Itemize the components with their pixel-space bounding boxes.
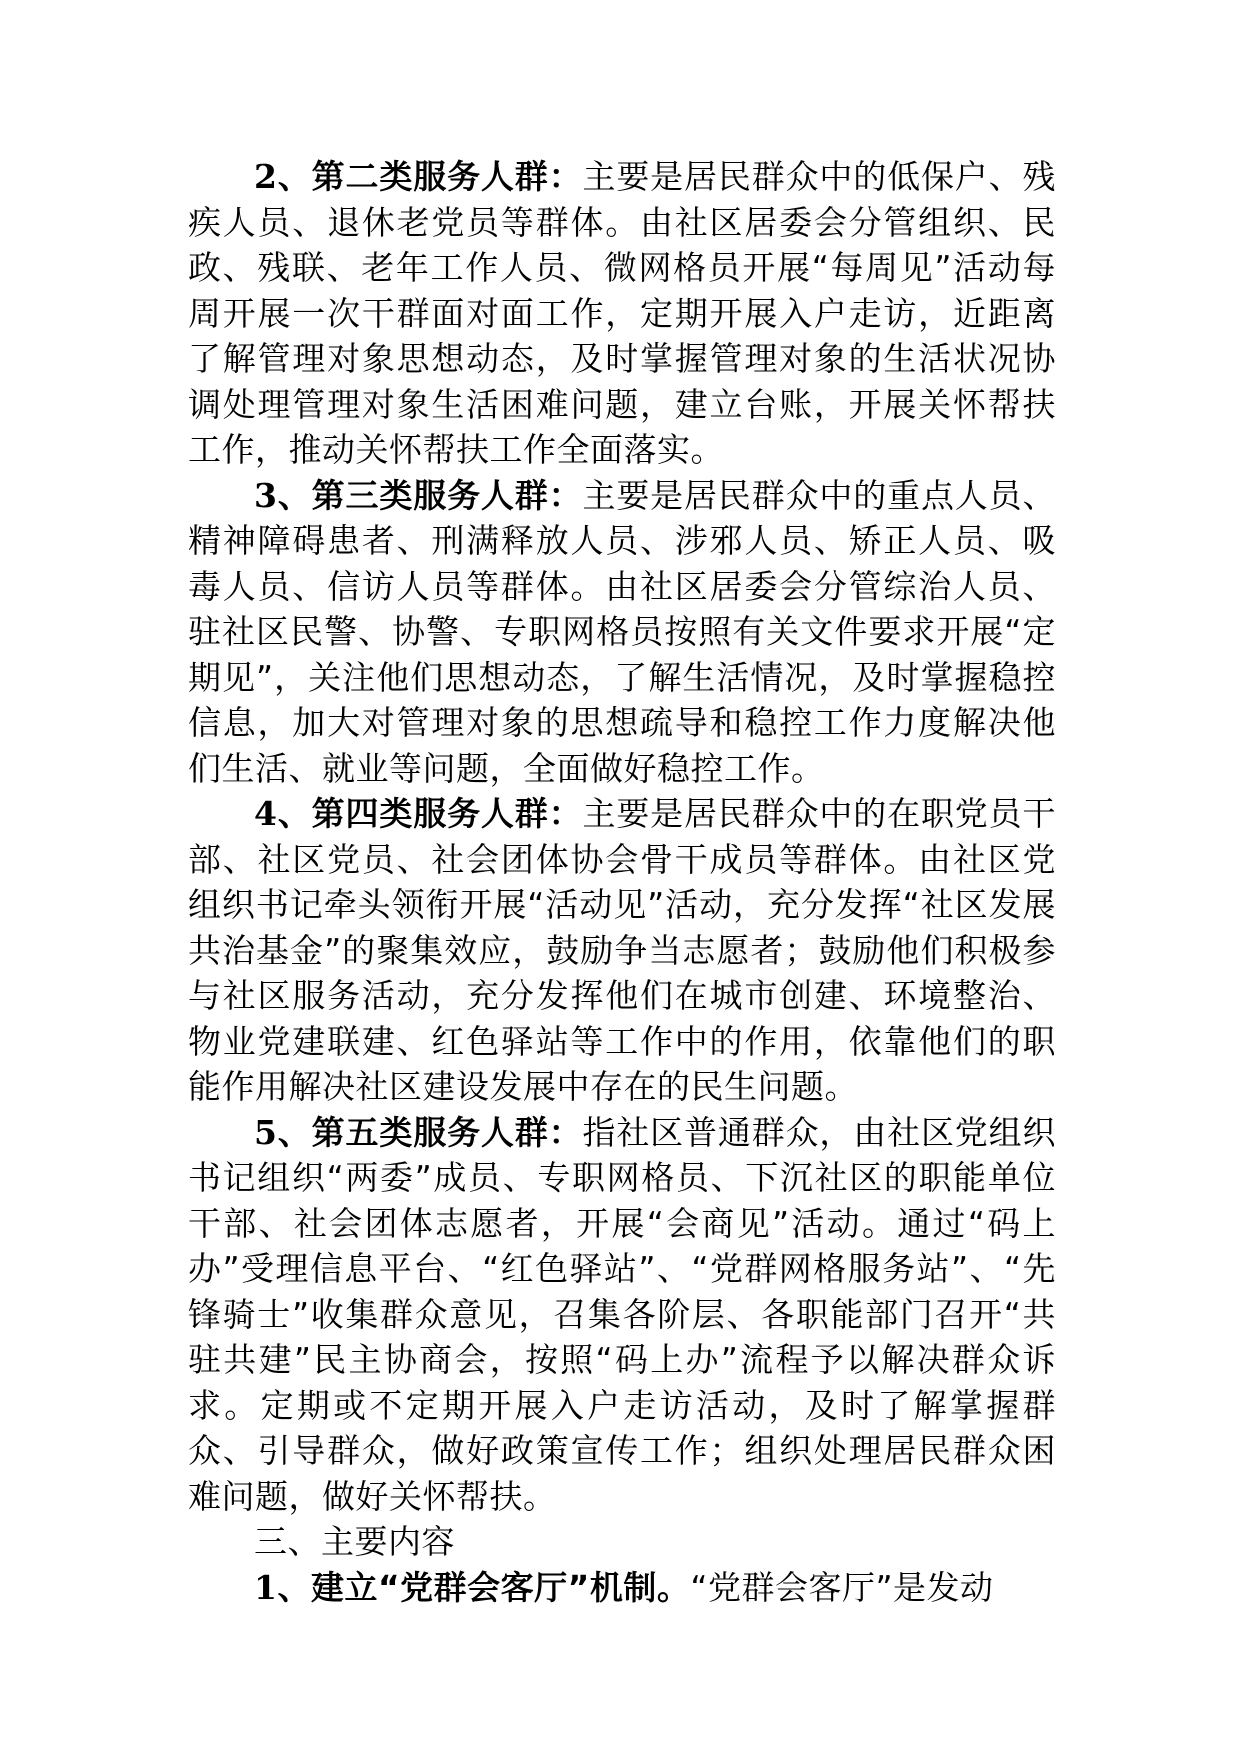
paragraph-number: 5、 bbox=[254, 1112, 312, 1152]
section-heading: 三、主要内容 bbox=[254, 1522, 455, 1561]
paragraph-number: 3、 bbox=[254, 475, 312, 515]
paragraph-title: 建立“党群会客厅”机制。 bbox=[310, 1567, 691, 1607]
paragraph-lead bbox=[254, 157, 582, 196]
document-body bbox=[188, 154, 1056, 1610]
paragraph-lead bbox=[254, 476, 582, 515]
paragraph-number: 1、 bbox=[254, 1567, 311, 1607]
paragraph-text: 主要是居民群众中的在职党员干部、社区党员、社会团体协会骨干成员等群体。由社区党组织书记牵头领衔开展“活动见”活动，充分发挥“社区发展共治基金”的聚集效应，鼓励争当志愿者；鼓励他们积极参与社区服务活动，充分发挥他们在城市创建、环境整治、物业党建联建、红色驿站等工作中的作用，依靠他们的职能作用解决社区建设发展中存在的民生问题。 bbox=[188, 794, 1057, 1106]
paragraph-lead bbox=[254, 794, 582, 833]
paragraph-title: 第二类服务人群： bbox=[311, 157, 583, 196]
paragraph-title: 第四类服务人群： bbox=[311, 794, 583, 833]
paragraph-number: 2、 bbox=[254, 157, 312, 196]
paragraph-text: 主要是居民群众中的低保户、残疾人员、退休老党员等群体。由社区居委会分管组织、民政、残联、老年工作人员、微网格员开展“每周见”活动每周开展一次干群面对面工作，定期开展入户走访，近距离了解管理对象思想动态，及时掌握管理对象的生活状况协调处理管理对象生活困难问题，建立台账，开展关怀帮扶工作，推动关怀帮扶工作全面落实。 bbox=[188, 157, 1057, 469]
paragraph-title: 第五类服务人群： bbox=[311, 1112, 583, 1152]
paragraph-text: “党群会客厅”是发动 bbox=[690, 1567, 994, 1607]
paragraph-group-2 bbox=[188, 154, 1056, 473]
paragraph-group-5 bbox=[188, 1110, 1056, 1520]
paragraph-title: 第三类服务人群： bbox=[311, 475, 583, 515]
paragraph-lead bbox=[254, 1568, 690, 1607]
paragraph-text: 主要是居民群众中的重点人员、精神障碍患者、刑满释放人员、涉邪人员、矫正人员、吸毒人员、信访人员等群体。由社区居委会分管综治人员、驻社区民警、协警、专职网格员按照有关文件要求开展“定期见”，关注他们思想动态，了解生活情况，及时掌握稳控信息，加大对管理对象的思想疏导和稳控工作力度解决他们生活、就业等问题，全面做好稳控工作。 bbox=[188, 475, 1057, 788]
paragraph-lead bbox=[254, 1113, 582, 1152]
paragraph-mechanism-1 bbox=[188, 1565, 1056, 1611]
paragraph-text: 指社区普通群众，由社区党组织书记组织“两委”成员、专职网格员、下沉社区的职能单位干部、社会团体志愿者，开展“会商见”活动。通过“码上办”受理信息平台、“红色驿站”、“党群网格服务站”、“先锋骑士”收集群众意见，召集各阶层、各职能部门召开“共驻共建”民主协商会，按照“码上办”流程予以解决群众诉求。定期或不定期开展入户走访活动，及时了解掌握群众、引导群众，做好政策宣传工作；组织处理居民群众困难问题，做好关怀帮扶。 bbox=[188, 1112, 1057, 1516]
paragraph-group-4 bbox=[188, 791, 1056, 1110]
paragraph-group-3 bbox=[188, 473, 1056, 792]
paragraph-number: 4、 bbox=[254, 794, 312, 833]
